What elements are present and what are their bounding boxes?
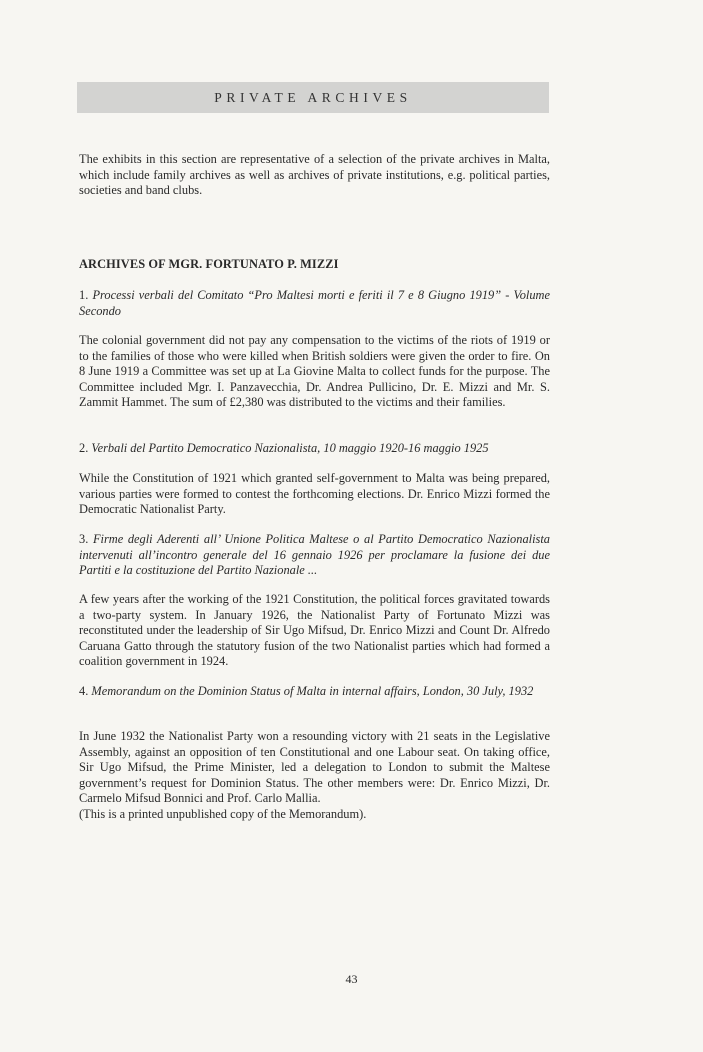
section-banner: PRIVATE ARCHIVES: [77, 82, 549, 113]
item-1-title: [79, 288, 550, 319]
item-2-title-text: Verbali del Partito Democratico Nazionalista, 10 maggio 1920-16 maggio 1925: [91, 441, 489, 455]
item-4-title-text: Memorandum on the Dominion Status of Malta in internal affairs, London, 30 July, 1932: [91, 684, 534, 698]
section-heading: ARCHIVES OF MGR. FORTUNATO P. MIZZI: [79, 257, 339, 271]
item-4-body-text: In June 1932 the Nationalist Party won a resounding victory with 21 seats in the Legislative Assembly, against an opposition of ten Constitutional and one Labour seat. On taking office, Sir Ugo Mifsud, the Prime Minister, led a delegation to London to submit the Maltese government’s request for Dominion Status. The other members were: Dr. Enrico Mizzi, Dr. Carmelo Mifsud Bonnici and Prof. Carlo Mallia.: [79, 729, 550, 806]
intro-paragraph: The exhibits in this section are representative of a selection of the private archives in Malta, which include family archives as well as archives of private institutions, e.g. political parties, societies and band clubs.: [79, 152, 550, 198]
item-3-title: [79, 532, 550, 579]
item-2-number: 2.: [79, 441, 89, 455]
item-4-number: 4.: [79, 684, 89, 698]
item-3-title-text: Firme degli Aderenti all’ Unione Politica Maltese o al Partito Democratico Nazionalista intervenuti all’incontro generale del 16 gennaio 1926 per proclamare la fusione dei due Partiti e la costituzione del Partito Nazionale ...: [79, 532, 550, 578]
item-4-note: (This is a printed unpublished copy of the Memorandum).: [79, 806, 367, 821]
item-2-body: While the Constitution of 1921 which granted self-government to Malta was being prepared, various parties were formed to contest the forthcoming elections. Dr. Enrico Mizzi formed the Democratic Nationalist Party.: [79, 471, 550, 517]
item-4-title: [79, 684, 550, 700]
item-1-number: 1.: [79, 288, 89, 302]
item-4-body: [79, 729, 550, 823]
page-number: 43: [345, 972, 358, 986]
item-1-body: The colonial government did not pay any compensation to the victims of the riots of 1919 or to the families of those who were killed when British soldiers were given the order to fire. On 8 June 1919 a Committee was set up at La Giovine Malta to collect funds for the purpose. The Committee included Mgr. I. Panzavecchia, Dr. Andrea Pullicino, Dr. E. Mizzi and Mr. S. Zammit Hammet. The sum of £2,380 was distributed to the victims and their families.: [79, 333, 550, 410]
item-1-title-text: Processi verbali del Comitato “Pro Maltesi morti e feriti il 7 e 8 Giugno 1919” - Volume Secondo: [79, 288, 550, 318]
item-2-title: [79, 441, 550, 457]
item-3-number: 3.: [79, 532, 89, 546]
item-3-body: A few years after the working of the 1921 Constitution, the political forces gravitated towards a two-party system. In January 1926, the Nationalist Party of Fortunato Mizzi was reconstituted under the leadership of Sir Ugo Mifsud, Dr. Enrico Mizzi and Count Dr. Alfredo Caruana Gatto through the statutory fusion of the two Nationalist parties which had formed a coalition government in 1924.: [79, 592, 550, 669]
